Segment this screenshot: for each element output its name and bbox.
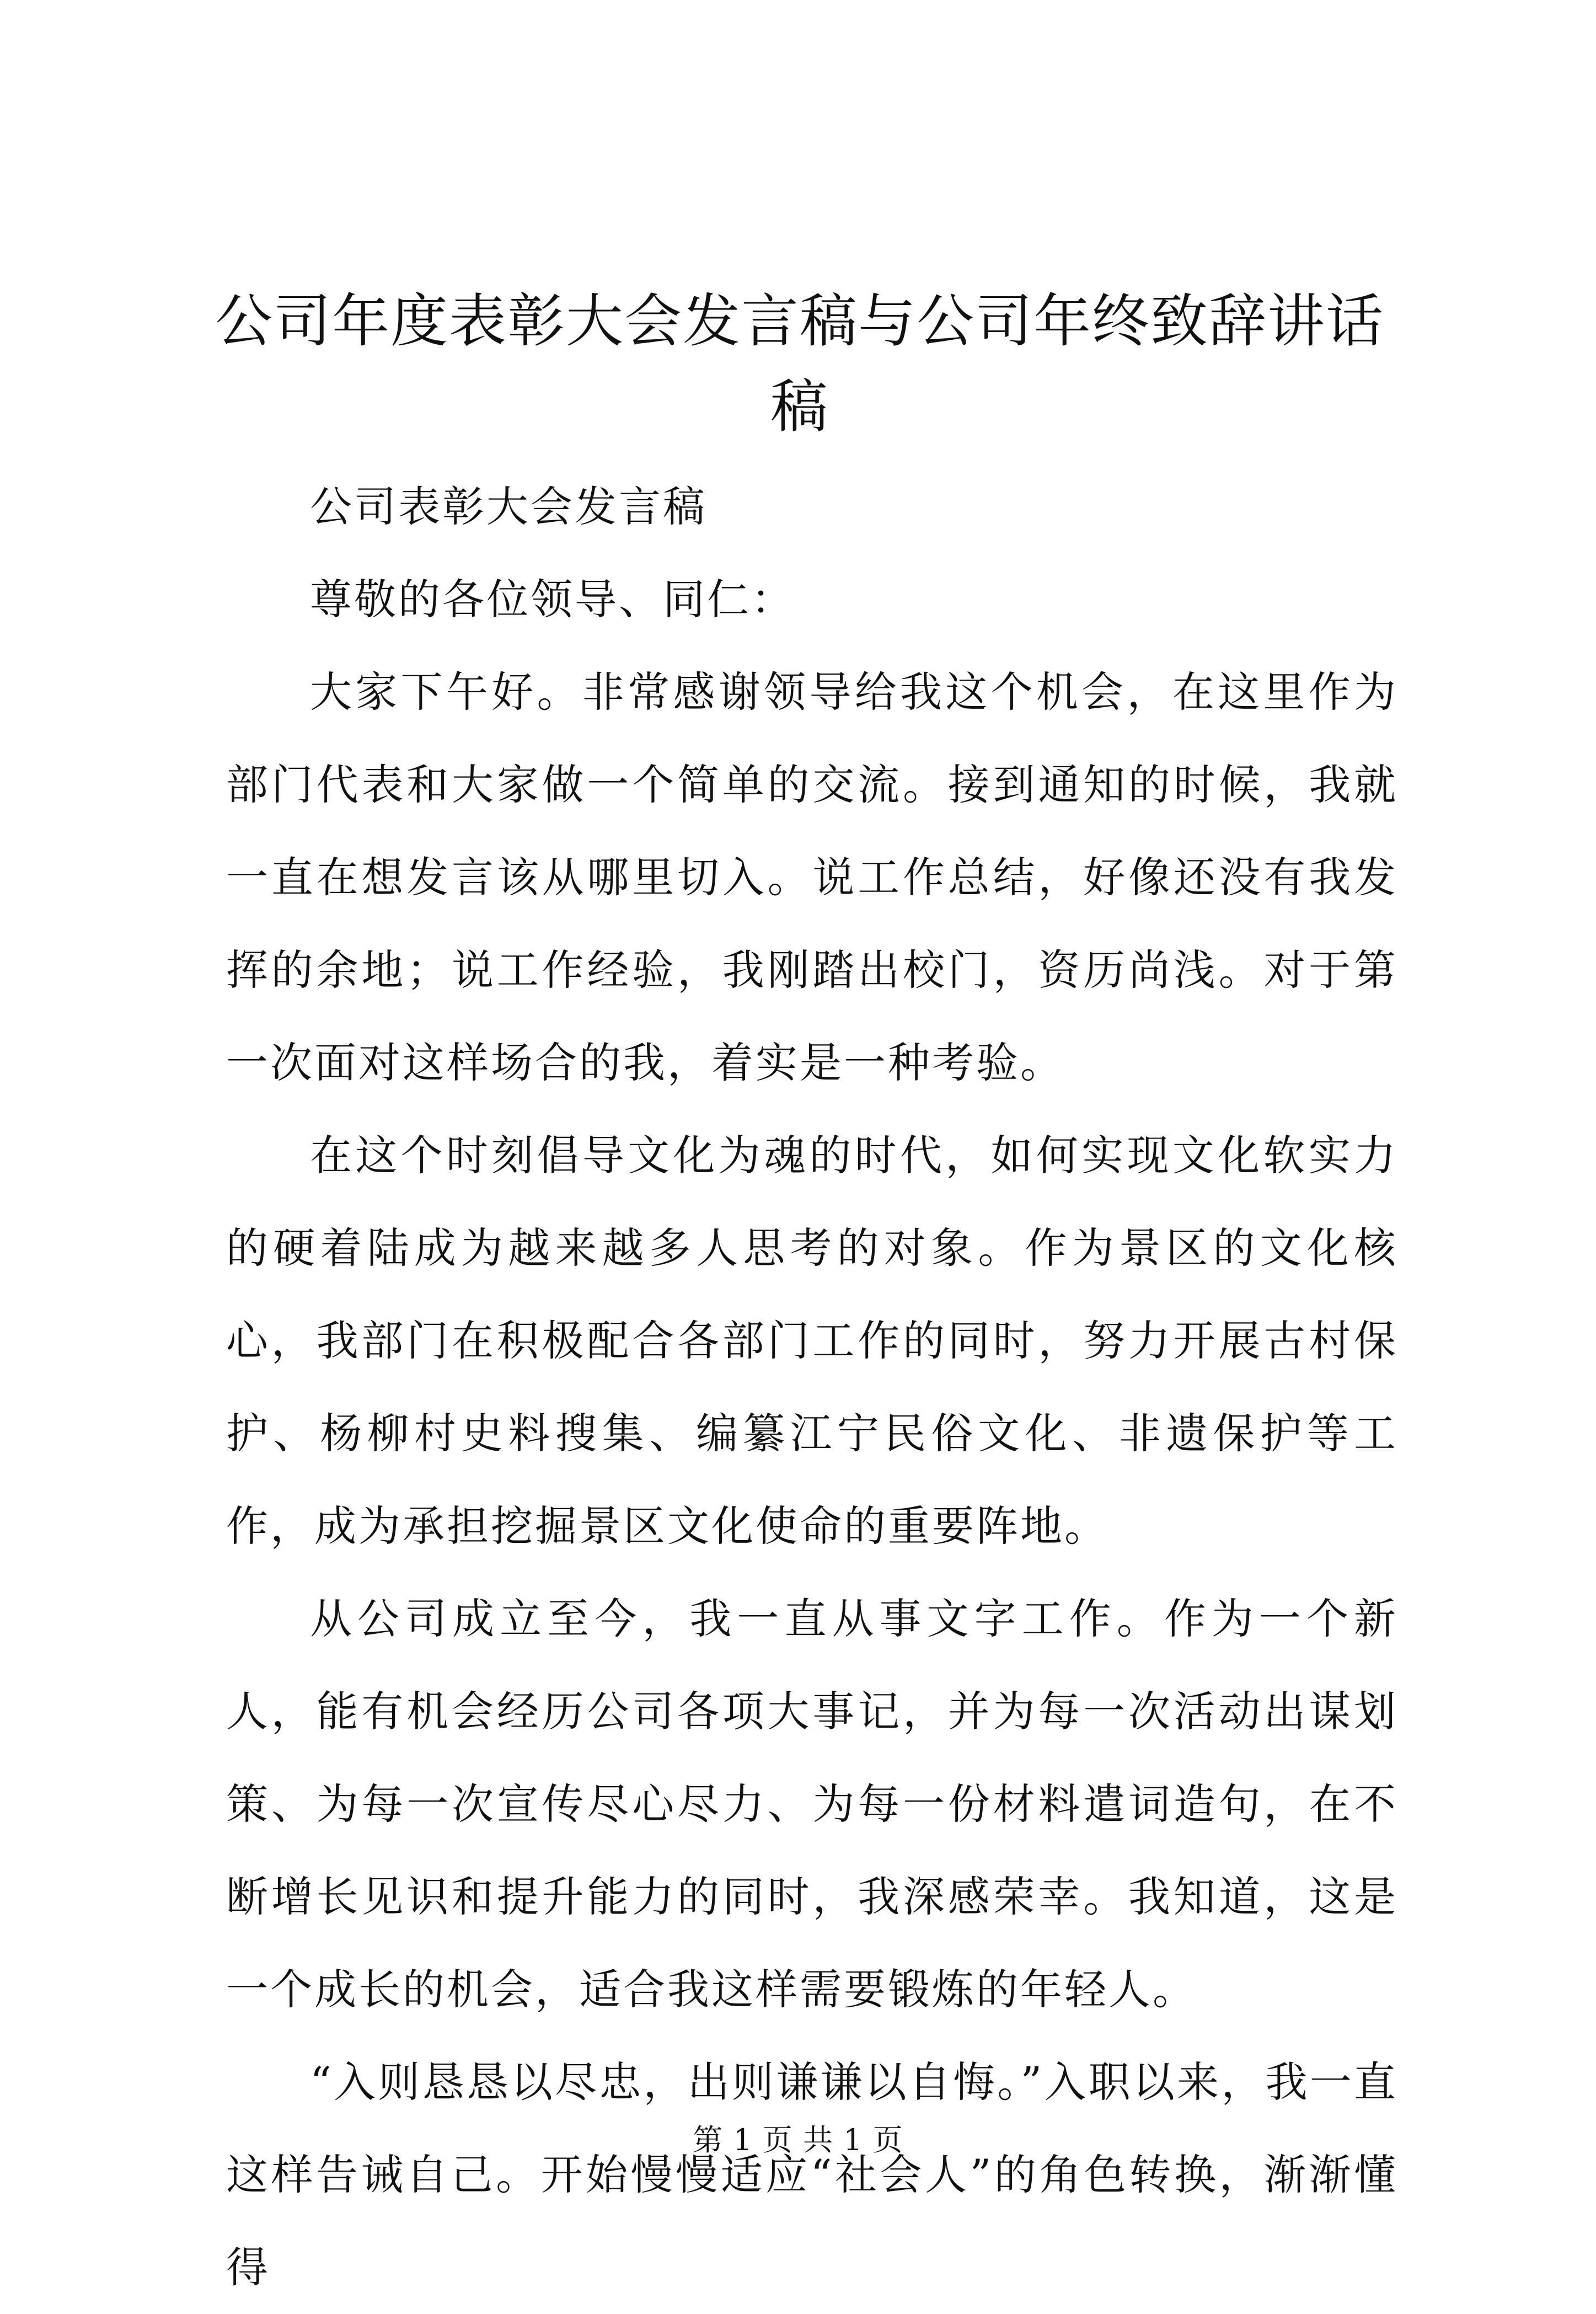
document-body [226,461,1398,2314]
paragraph-greeting: 尊敬的各位领导、同仁： [310,575,795,624]
paragraph-experience: 从公司成立至今，我一直从事文字工作。作为一个新人，能有机会经历公司各项大事记，并为每一次活动出谋划策、为每一次宣传尽心尽力、为每一份材料遣词造句，在不断增长见识和提升能力的同时，我深感荣幸。我知道，这是一个成长的机会，适合我这样需要锻炼的年轻人。 [226,1594,1398,2014]
paragraph-quote: “入则恳恳以尽忠，出则谦谦以自悔。”入职以来，我一直这样告诫自己。开始慢慢适应“社会人”的角色转换，渐渐懂得 [226,2058,1398,2292]
paragraph-culture: 在这个时刻倡导文化为魂的时代，如何实现文化软实力的硬着陆成为越来越多人思考的对象。作为景区的文化核心，我部门在积极配合各部门工作的同时，努力开展古村保护、杨柳村史料搜集、编纂江宁民俗文化、非遗保护等工作，成为承担挖掘景区文化使命的重要阵地。 [226,1131,1398,1551]
paragraph-opening: 大家下午好。非常感谢领导给我这个机会，在这里作为部门代表和大家做一个简单的交流。接到通知的时候，我就一直在想发言该从哪里切入。说工作总结，好像还没有我发挥的余地；说工作经验，我刚踏出校门，资历尚浅。对于第一次面对这样场合的我，着实是一种考验。 [226,667,1398,1087]
paragraph-subtitle: 公司表彰大会发言稿 [310,482,707,531]
document-title: 公司年度表彰大会发言稿与公司年终致辞讲话稿 [215,287,1384,440]
page-number: 第 1 页 共 1 页 [693,2123,903,2157]
page-footer [0,2121,1596,2160]
